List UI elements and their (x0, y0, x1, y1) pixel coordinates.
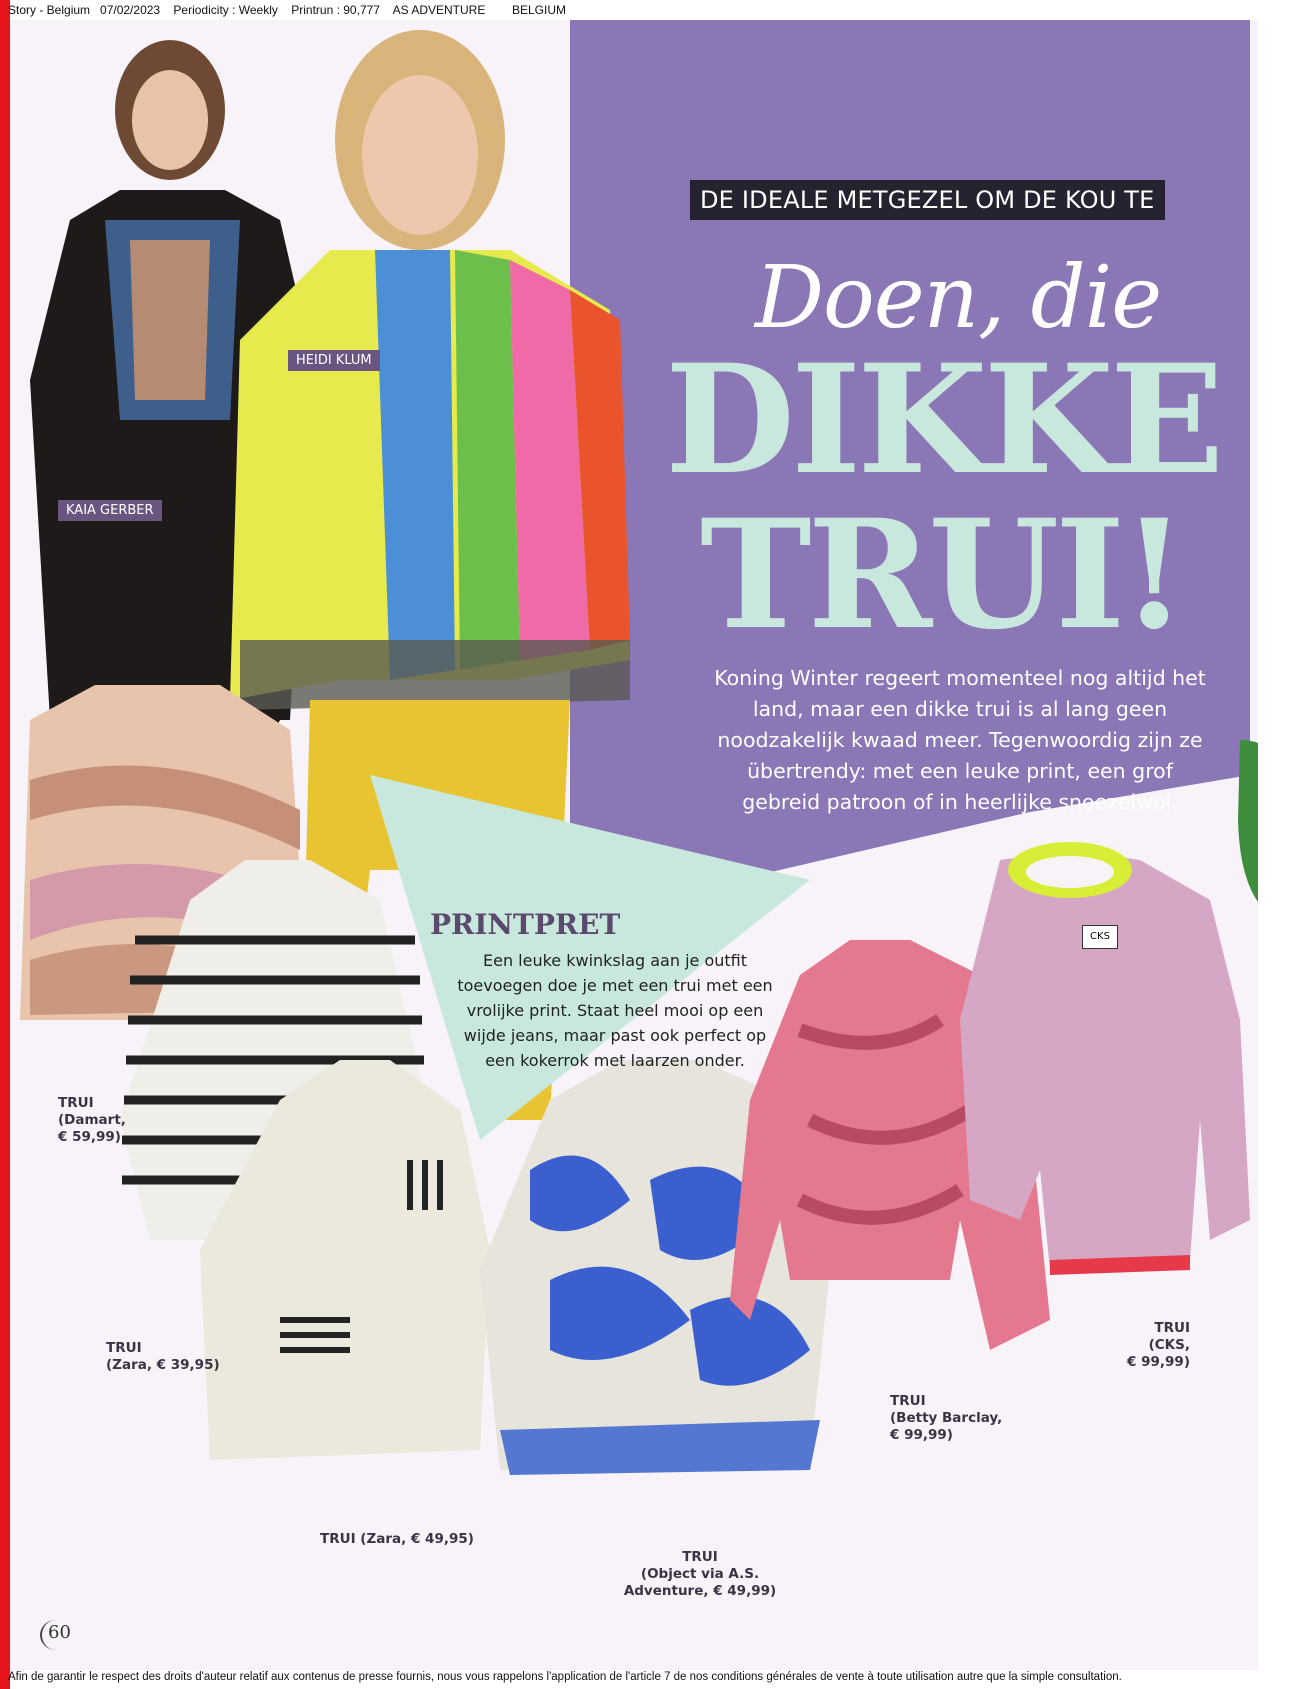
caption-cks: TRUI (CKS, € 99,99) (1127, 1320, 1190, 1370)
printpret-title: PRINTPRET (430, 908, 621, 941)
printpret-body: Een leuke kwinkslag aan je outfit toevoegen doe je met een trui met een vrolijke print. Staat heel mooi op een wijde jeans, maar past ook perfect op een kokerrok met laarzen onder. (457, 951, 773, 1070)
caption-betty-barclay: TRUI (Betty Barclay, € 99,99) (890, 1393, 1003, 1443)
caption-damart: TRUI (Damart, € 59,99) (58, 1095, 126, 1145)
title-line-2: TRUI! (700, 487, 1184, 663)
cks-label: CKS (1082, 925, 1118, 949)
caption-zara-cable: TRUI (Zara, € 49,95) (320, 1531, 474, 1547)
page-right-edge (1258, 20, 1278, 1670)
celebrity-tag-kaia-gerber: KAIA GERBER (58, 500, 162, 521)
copyright-footer: Afin de garantir le respect des droits d'auteur relatif aux contenus de presse fournis, nous vous rappelons l'application de l'article 7 de nos conditions générales de vente à toute utilisation autre que la simple consultation. (8, 1671, 1122, 1683)
caption-object: TRUI (Object via A.S. Adventure, € 49,99) (623, 1549, 777, 1599)
title-line-1: DIKKE (665, 332, 1221, 508)
magazine-page (10, 20, 1278, 1670)
cks-multicolor-sweater-photo (960, 842, 1250, 1275)
celebrity-tag-heidi-klum: HEIDI KLUM (288, 350, 380, 371)
caption-zara-striped: TRUI (Zara, € 39,95) (106, 1340, 220, 1373)
press-header: Story - Belgium 07/02/2023 Periodicity : Weekly Printrun : 90,777 AS ADVENTURE BELGIUM (8, 3, 567, 17)
title-script: Doen, die (755, 248, 1162, 348)
article-kicker: DE IDEALE METGEZEL OM DE KOU TE (690, 180, 1165, 220)
article-intro: Koning Winter regeert momenteel nog altijd het land, maar een dikke trui is al lang geen noodzakelijk kwaad meer. Tegenwoordig zijn ze übertrendy: met een leuke print, een grof gebreid patroon of in heerlijke snoezelwol. (714, 666, 1206, 814)
red-margin-bar (0, 0, 10, 1689)
page-number: 60 (48, 1622, 71, 1643)
